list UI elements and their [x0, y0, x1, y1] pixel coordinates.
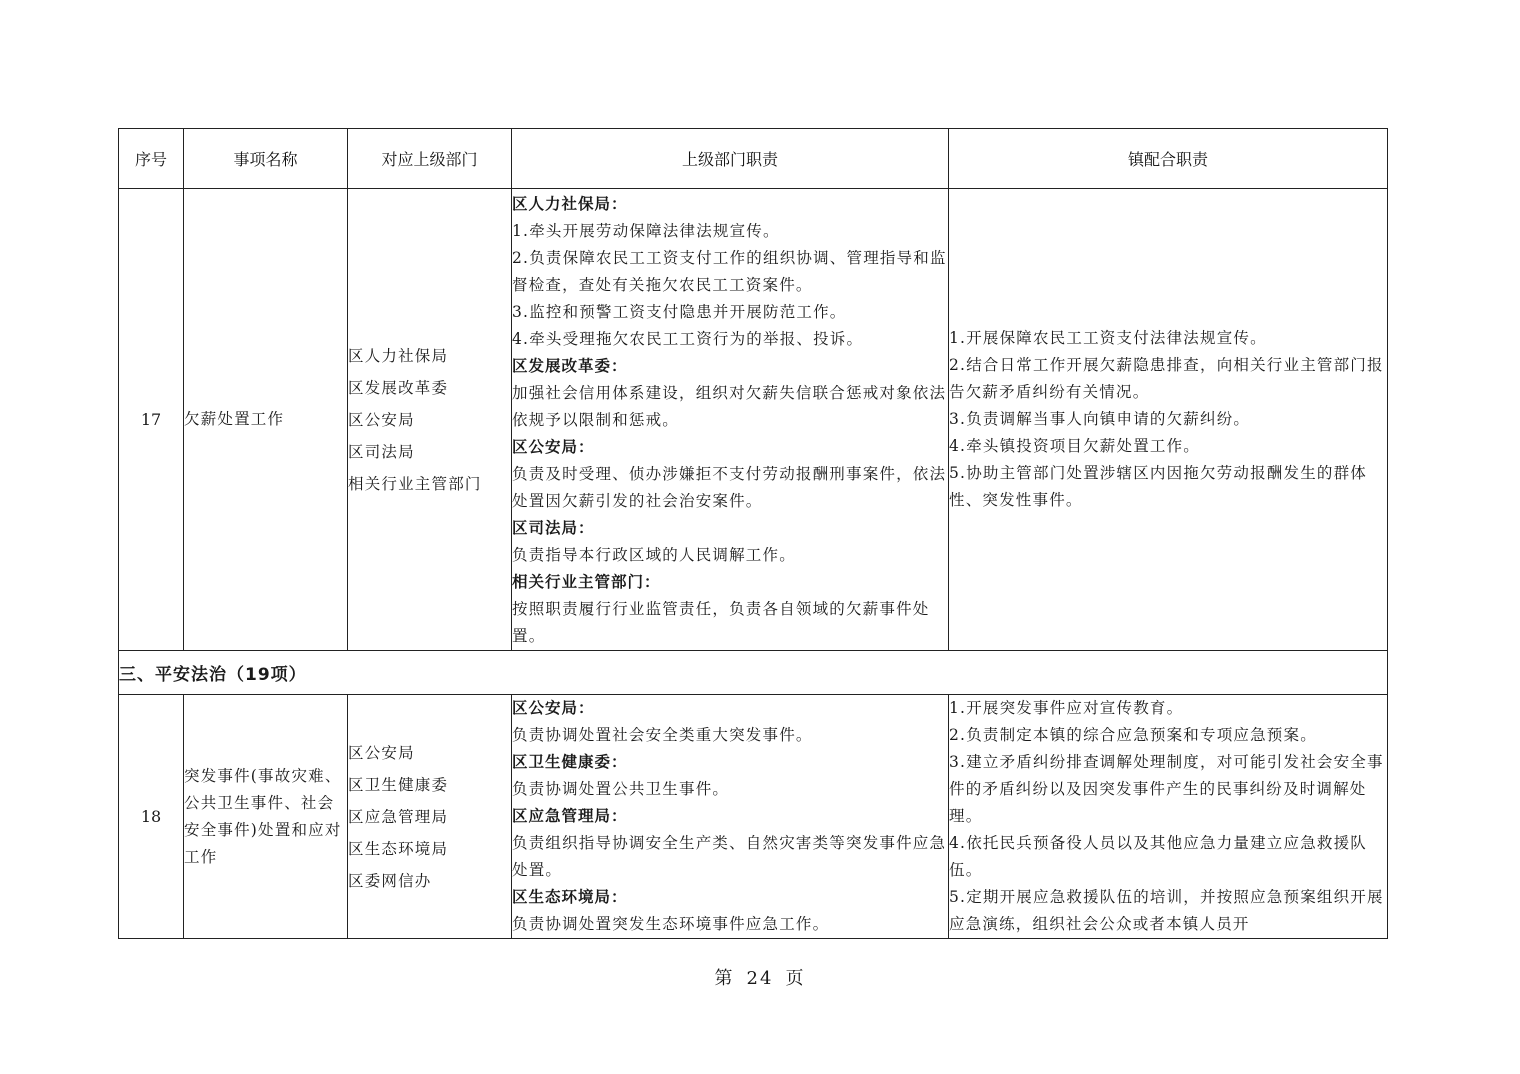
duty-text: 负责协调处置公共卫生事件。 [512, 780, 730, 798]
dept-heading: 区发展改革委： [512, 357, 628, 375]
duty-text: 3.监控和预警工资支付隐患并开展防范工作。 [512, 303, 847, 321]
dept-item: 区公安局 [348, 743, 415, 762]
dept-heading: 区应急管理局： [512, 807, 628, 825]
page-prefix: 第 [714, 968, 735, 989]
dept-item: 区生态环境局 [348, 839, 449, 858]
item-name: 突发事件(事故灾难、公共卫生事件、社会安全事件)处置和应对工作 [184, 695, 348, 939]
page-suffix: 页 [785, 968, 806, 989]
page-footer [0, 964, 1520, 990]
dept-item: 区应急管理局 [348, 807, 449, 826]
table-header-row [119, 129, 1388, 189]
upper-duty-cell [512, 695, 949, 939]
dept-item: 区发展改革委 [348, 378, 449, 397]
duty-text: 负责组织指导协调安全生产类、自然灾害类等突发事件应急处置。 [512, 834, 947, 879]
duty-text: 负责及时受理、侦办涉嫌拒不支付劳动报酬刑事案件，依法处置因欠薪引发的社会治安案件。 [512, 465, 947, 510]
duty-text: 2.负责保障农民工工资支付工作的组织协调、管理指导和监督检查，查处有关拖欠农民工工资案件。 [512, 249, 947, 294]
town-duty-item: 1.开展保障农民工工资支付法律法规宣传。 [949, 329, 1267, 347]
town-duty-item: 3.负责调解当事人向镇申请的欠薪纠纷。 [949, 410, 1251, 428]
dept-item: 区司法局 [348, 442, 415, 461]
town-duty-cell [949, 189, 1388, 651]
header-town-duty: 镇配合职责 [949, 129, 1388, 189]
upper-duty-cell [512, 189, 949, 651]
table-row-18 [119, 695, 1388, 939]
section-title: 三、平安法治（19项） [119, 651, 1388, 695]
item-name: 欠薪处置工作 [184, 189, 348, 651]
dept-item: 区卫生健康委 [348, 775, 449, 794]
duty-table [118, 128, 1388, 939]
dept-item: 区委网信办 [348, 871, 432, 890]
town-duty-item: 5.定期开展应急救援队伍的培训，并按照应急预案组织开展应急演练，组织社会公众或者本镇人员开 [949, 888, 1384, 933]
dept-heading: 区公安局： [512, 699, 595, 717]
town-duty-item: 3.建立矛盾纠纷排查调解处理制度，对可能引发社会安全事件的矛盾纠纷以及因突发事件产生的民事纠纷及时调解处理。 [949, 753, 1384, 825]
town-duty-item: 4.依托民兵预备役人员以及其他应急力量建立应急救援队伍。 [949, 834, 1367, 879]
header-upper-dept: 对应上级部门 [348, 129, 512, 189]
town-duty-item: 2.负责制定本镇的综合应急预案和专项应急预案。 [949, 726, 1317, 744]
duty-text: 负责协调处置社会安全类重大突发事件。 [512, 726, 813, 744]
dept-item: 区公安局 [348, 410, 415, 429]
header-no: 序号 [119, 129, 184, 189]
dept-list [348, 189, 512, 651]
dept-list [348, 695, 512, 939]
town-duty-item: 5.协助主管部门处置涉辖区内因拖欠劳动报酬发生的群体性、突发性事件。 [949, 464, 1367, 509]
dept-item: 相关行业主管部门 [348, 474, 482, 493]
row-number: 17 [119, 189, 184, 651]
duty-text: 负责指导本行政区域的人民调解工作。 [512, 546, 796, 564]
duty-text: 4.牵头受理拖欠农民工工资行为的举报、投诉。 [512, 330, 864, 348]
page-number: 24 [746, 968, 774, 989]
dept-heading: 区公安局： [512, 438, 595, 456]
duty-text: 加强社会信用体系建设，组织对欠薪失信联合惩戒对象依法依规予以限制和惩戒。 [512, 384, 947, 429]
dept-heading: 区人力社保局： [512, 195, 628, 213]
dept-heading: 区生态环境局： [512, 888, 628, 906]
dept-heading: 相关行业主管部门： [512, 573, 661, 591]
row-number: 18 [119, 695, 184, 939]
dept-item: 区人力社保局 [348, 346, 449, 365]
town-duty-item: 1.开展突发事件应对宣传教育。 [949, 699, 1184, 717]
header-item-name: 事项名称 [184, 129, 348, 189]
dept-heading: 区司法局： [512, 519, 595, 537]
town-duty-cell [949, 695, 1388, 939]
duty-text: 负责协调处置突发生态环境事件应急工作。 [512, 915, 830, 933]
header-upper-duty: 上级部门职责 [512, 129, 949, 189]
dept-heading: 区卫生健康委： [512, 753, 628, 771]
duty-text: 1.牵头开展劳动保障法律法规宣传。 [512, 222, 780, 240]
section-row [119, 651, 1388, 695]
duty-text: 按照职责履行行业监管责任，负责各自领域的欠薪事件处置。 [512, 600, 930, 645]
town-duty-item: 4.牵头镇投资项目欠薪处置工作。 [949, 437, 1200, 455]
table-row-17 [119, 189, 1388, 651]
town-duty-item: 2.结合日常工作开展欠薪隐患排查，向相关行业主管部门报告欠薪矛盾纠纷有关情况。 [949, 356, 1384, 401]
